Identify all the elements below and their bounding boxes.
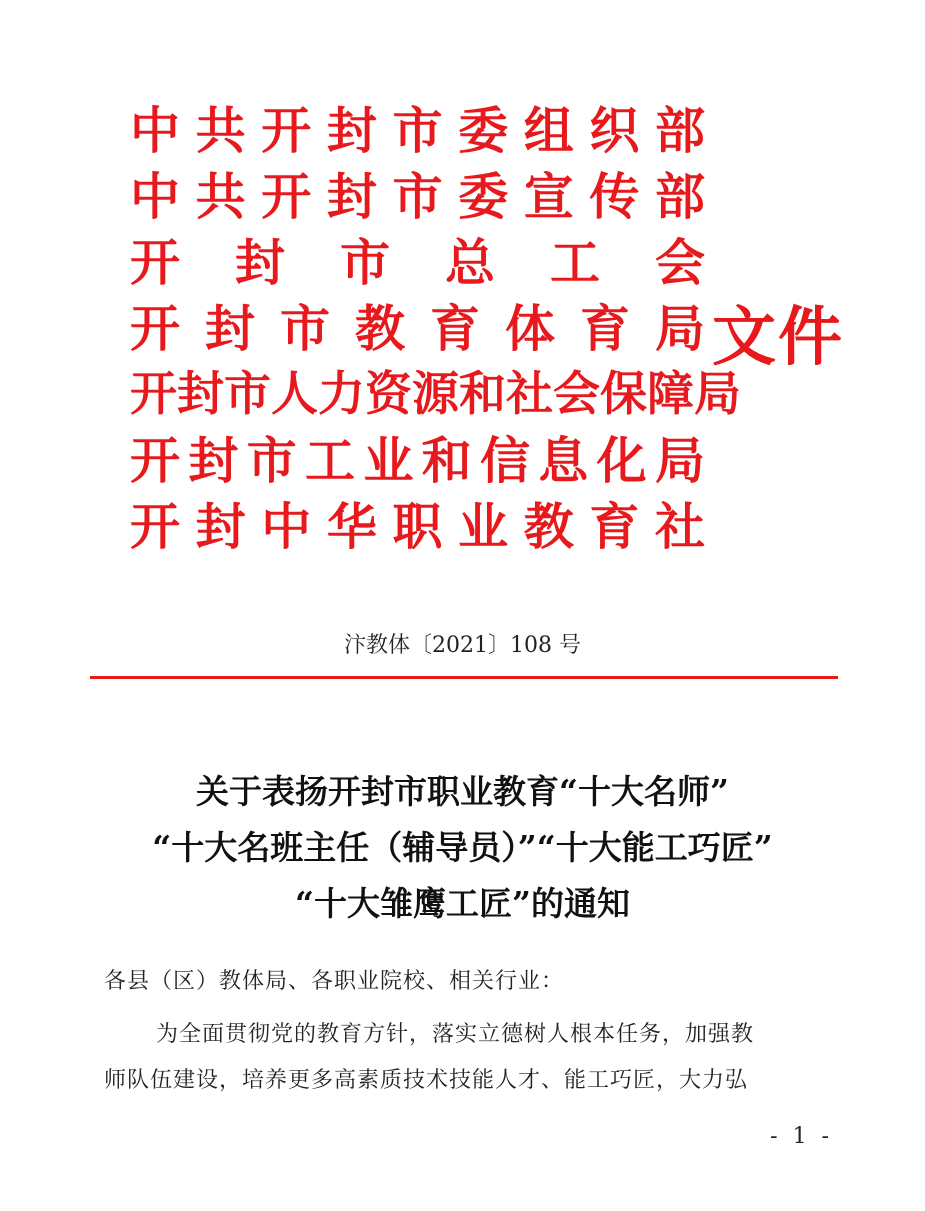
organization-char: 社 bbox=[655, 498, 705, 556]
organization-char: 保 bbox=[600, 367, 647, 422]
organization-char: 市 bbox=[224, 367, 271, 422]
organization-char: 共 bbox=[195, 168, 246, 226]
organization-char: 封 bbox=[205, 300, 255, 358]
title-line-3: “十大雏鹰工匠”的通知 bbox=[295, 884, 630, 923]
organization-char: 开 bbox=[130, 367, 177, 422]
organization-char: 开 bbox=[261, 168, 312, 226]
organization-char: 社 bbox=[506, 367, 553, 422]
organization-char: 教 bbox=[355, 300, 405, 358]
organization-char: 开 bbox=[261, 102, 312, 160]
organization-char: 开 bbox=[130, 432, 180, 490]
organization-char: 源 bbox=[412, 367, 459, 422]
organization-char: 封 bbox=[235, 234, 285, 292]
organization-char: 市 bbox=[246, 432, 297, 490]
organization-char: 市 bbox=[340, 234, 390, 292]
document-word: 文件 bbox=[712, 301, 844, 375]
organization-char: 委 bbox=[458, 102, 509, 160]
organization-char: 封 bbox=[326, 102, 377, 160]
organization-line bbox=[130, 362, 741, 428]
organization-char: 封 bbox=[326, 168, 377, 226]
salutation: 各县（区）教体局、各职业院校、相关行业： bbox=[104, 969, 565, 994]
organization-char: 开 bbox=[130, 234, 180, 292]
organization-char: 工 bbox=[550, 234, 600, 292]
organization-char: 业 bbox=[458, 498, 509, 556]
organization-char: 人 bbox=[271, 367, 318, 422]
organization-char: 中 bbox=[130, 168, 180, 226]
organization-line bbox=[130, 230, 705, 296]
organization-char: 委 bbox=[458, 168, 509, 226]
organization-char: 育 bbox=[430, 300, 480, 358]
page-number: - 1 - bbox=[770, 1124, 833, 1149]
organization-char: 局 bbox=[694, 367, 741, 422]
organization-char: 市 bbox=[392, 102, 443, 160]
organization-line bbox=[130, 494, 705, 560]
notice-title bbox=[0, 764, 925, 932]
organization-line bbox=[130, 164, 705, 230]
paragraph-line-1: 为全面贯彻党的教育方针，落实立德树人根本任务，加强教 bbox=[156, 1022, 755, 1047]
organization-char: 市 bbox=[280, 300, 330, 358]
organization-char: 中 bbox=[130, 102, 180, 160]
organization-char: 业 bbox=[363, 432, 414, 490]
organization-char: 障 bbox=[647, 367, 694, 422]
organization-char: 封 bbox=[195, 498, 246, 556]
organization-char: 育 bbox=[589, 498, 640, 556]
organization-char: 中 bbox=[261, 498, 312, 556]
organization-char: 育 bbox=[580, 300, 630, 358]
organization-line bbox=[130, 296, 705, 362]
organization-char: 部 bbox=[655, 168, 705, 226]
organization-char: 总 bbox=[445, 234, 495, 292]
organization-line bbox=[130, 428, 705, 494]
organization-char: 职 bbox=[392, 498, 443, 556]
red-divider-line bbox=[90, 676, 838, 679]
organization-char: 组 bbox=[523, 102, 574, 160]
organization-char: 封 bbox=[177, 367, 224, 422]
organization-char: 局 bbox=[655, 300, 705, 358]
organization-char: 华 bbox=[326, 498, 377, 556]
organization-char: 工 bbox=[304, 432, 355, 490]
organization-char: 力 bbox=[318, 367, 365, 422]
organization-char: 会 bbox=[655, 234, 705, 292]
organization-char: 开 bbox=[130, 300, 180, 358]
organization-char: 化 bbox=[596, 432, 647, 490]
organization-char: 部 bbox=[655, 102, 705, 160]
organization-line bbox=[130, 98, 705, 164]
organization-char: 息 bbox=[538, 432, 589, 490]
document-number: 汴教体〔2021〕108 号 bbox=[344, 633, 581, 658]
title-line-1: 关于表扬开封市职业教育“十大名师” bbox=[196, 772, 729, 811]
organization-char: 封 bbox=[188, 432, 239, 490]
organization-char: 教 bbox=[523, 498, 574, 556]
organization-char: 织 bbox=[589, 102, 640, 160]
organization-char: 体 bbox=[505, 300, 555, 358]
organization-char: 局 bbox=[654, 432, 705, 490]
title-line-2: “十大名班主任（辅导员）”“十大能工巧匠” bbox=[152, 828, 773, 867]
organization-char: 信 bbox=[479, 432, 530, 490]
organization-char: 宣 bbox=[523, 168, 574, 226]
body-paragraph bbox=[104, 1012, 834, 1104]
paragraph-line-2: 师队伍建设，培养更多高素质技术技能人才、能工巧匠，大力弘 bbox=[104, 1068, 749, 1093]
organization-char: 市 bbox=[392, 168, 443, 226]
organization-char: 传 bbox=[589, 168, 640, 226]
organization-char: 资 bbox=[365, 367, 412, 422]
organization-char: 开 bbox=[130, 498, 180, 556]
organization-char: 共 bbox=[195, 102, 246, 160]
organization-char: 和 bbox=[421, 432, 472, 490]
issuing-organizations bbox=[130, 98, 741, 560]
organization-char: 会 bbox=[553, 367, 600, 422]
organization-char: 和 bbox=[459, 367, 506, 422]
